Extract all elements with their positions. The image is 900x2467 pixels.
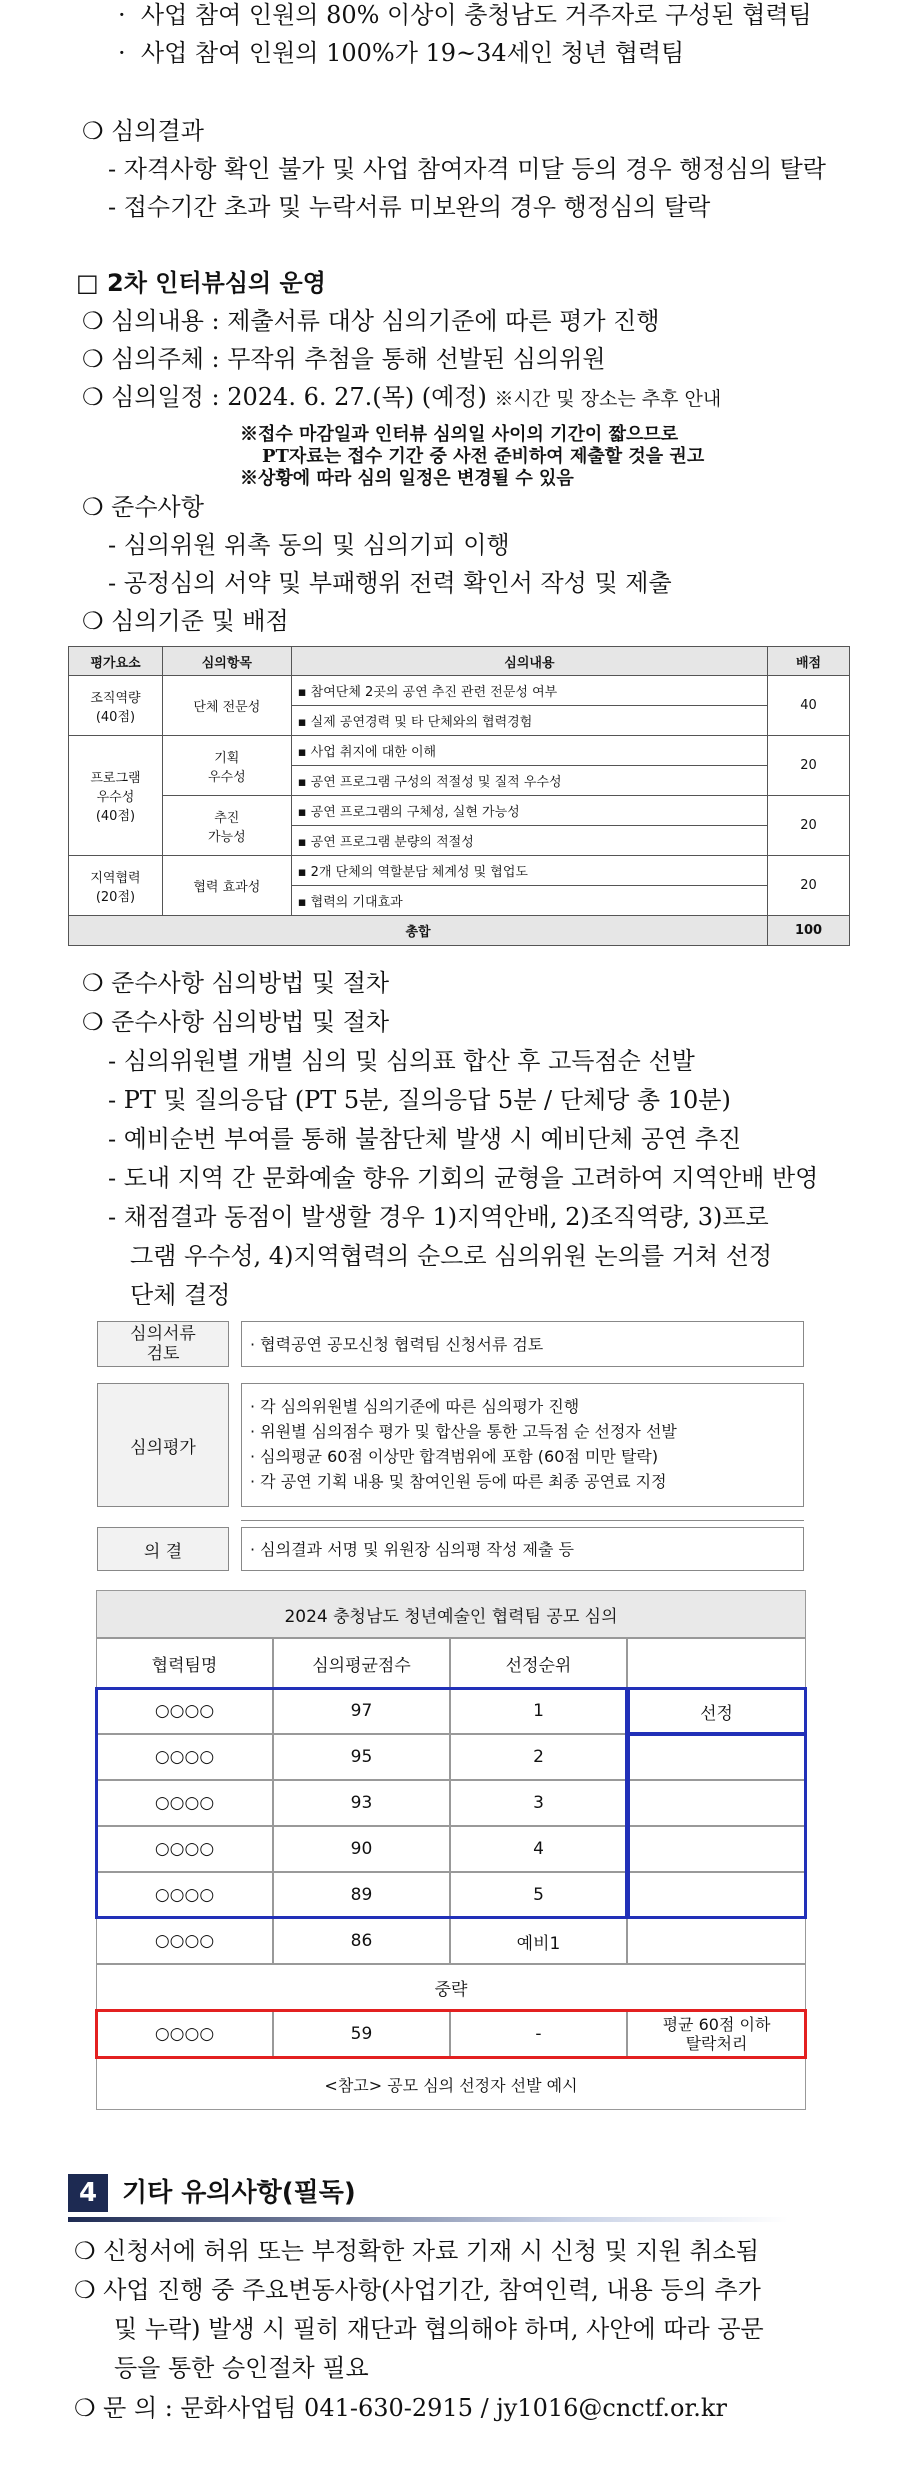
circle-marker: ❍ [82, 493, 104, 521]
subject-text: 심의주체 : 무작위 추첨을 통해 선발된 심의위원 [111, 345, 606, 373]
step-desc: · 각 심의위원별 심의기준에 따른 심의평가 진행 [250, 1397, 580, 1416]
result-team: ○○○○ [96, 1872, 273, 1918]
circle-marker: ❍ [82, 307, 104, 335]
fail-rank: - [450, 2010, 627, 2058]
interview-schedule [82, 382, 721, 414]
circle-marker: ❍ [74, 2276, 96, 2304]
qualification-bullet-2 [118, 38, 684, 68]
circle-marker: ❍ [82, 607, 104, 635]
total-score: 100 [768, 916, 850, 946]
result-rank: 4 [450, 1826, 627, 1872]
method-item-4: - 도내 지역 간 문화예술 향유 기회의 균형을 고려하여 지역안배 반영 [108, 1164, 819, 1192]
result-rank: 3 [450, 1780, 627, 1826]
criteria-row [69, 676, 850, 706]
header-item: 심의항목 [162, 647, 291, 676]
method-item-2: - PT 및 질의응답 (PT 5분, 질의응답 5분 / 단체당 총 10분) [108, 1086, 731, 1114]
step-label: 검토 [146, 1344, 180, 1364]
item-plan: 기획 우수성 [162, 736, 291, 796]
criteria-row [69, 796, 850, 826]
results-omitted: 중략 [96, 1964, 806, 2010]
notice-item-2 [74, 2275, 761, 2305]
notice-text: 신청서에 허위 또는 부정확한 자료 기재 시 신청 및 지원 취소됨 [103, 2237, 760, 2265]
element-regional: 지역협력 (20점) [69, 856, 163, 916]
review-result-item-2: - 접수기간 초과 및 누락서류 미보완의 경우 행정심의 탈락 [108, 193, 711, 221]
content-regional-1: ▪ 2개 단체의 역할분담 체계성 및 협업도 [291, 856, 767, 886]
result-team: ○○○○ [96, 1780, 273, 1826]
criteria-text: 심의기준 및 배점 [111, 607, 289, 635]
step-label: 심의서류 [130, 1324, 196, 1344]
bullet-dot: · [118, 1, 126, 29]
section-title: 기타 유의사항(필독) [122, 2178, 356, 2208]
content-plan-2: ▪ 공연 프로그램 구성의 적절성 및 질적 우수성 [291, 766, 767, 796]
method-item-5: - 채점결과 동점이 발생할 경우 1)지역안배, 2)조직역량, 3)프로 [108, 1203, 769, 1231]
score-org: 40 [768, 676, 850, 736]
result-rank: 예비1 [450, 1918, 627, 1964]
method-item-3: - 예비순번 부여를 통해 불참단체 발생 시 예비단체 공연 추진 [108, 1125, 742, 1153]
step-desc: · 협력공연 공모신청 협력팀 신청서류 검토 [250, 1334, 544, 1354]
compliance-text: 준수사항 [111, 493, 204, 521]
interview-note-2: PT자료는 접수 기간 중 사전 준비하여 제출할 것을 권고 [262, 446, 705, 467]
compliance-heading [82, 492, 204, 522]
circle-marker: ❍ [74, 2394, 96, 2422]
compliance-item-1: - 심의위원 위촉 동의 및 심의기피 이행 [108, 531, 510, 559]
method-text: 준수사항 심의방법 및 절차 [111, 1008, 390, 1036]
process-step-document-review [97, 1321, 229, 1367]
interview-section-title: □ 2차 인터뷰심의 운영 [76, 269, 326, 297]
element-program: 프로그램 우수성 (40점) [69, 736, 163, 856]
results-header-rank: 선정순위 [450, 1638, 627, 1688]
compliance-item-2: - 공정심의 서약 및 부패행위 전력 확인서 작성 및 제출 [108, 569, 672, 597]
result-score: 86 [273, 1918, 450, 1964]
criteria-header-row [69, 647, 850, 676]
result-score: 90 [273, 1826, 450, 1872]
content-org-2: ▪ 실제 공연경력 및 타 단체와의 협력경험 [291, 706, 767, 736]
bullet-text: 사업 참여 인원의 100%가 19~34세인 청년 협력팀 [140, 39, 685, 67]
score-regional: 20 [768, 856, 850, 916]
process-step-evaluation-desc [241, 1383, 804, 1507]
bullet-dot: · [118, 39, 126, 67]
item-regional: 협력 효과성 [162, 856, 291, 916]
results-header-team: 협력팀명 [96, 1638, 273, 1688]
method-item-1: - 심의위원별 개별 심의 및 심의표 합산 후 고득점순 선발 [108, 1047, 695, 1075]
result-note: 선정 [627, 1688, 806, 1734]
criteria-row [69, 736, 850, 766]
schedule-note: ※시간 및 장소는 추후 안내 [494, 388, 722, 410]
section-underline [68, 2217, 788, 2222]
notice-item-2-cont: 및 누락) 발생 시 필히 재단과 협의해야 하며, 사안에 따라 공문 [114, 2315, 764, 2343]
result-rank: 5 [450, 1872, 627, 1918]
notice-item-2-cont: 등을 통한 승인절차 필요 [114, 2354, 369, 2382]
result-rank: 2 [450, 1734, 627, 1780]
circle-marker: ❍ [82, 117, 104, 145]
bullet-text: 사업 참여 인원의 80% 이상이 충청남도 거주자로 구성된 협력팀 [140, 1, 812, 29]
result-team: ○○○○ [96, 1734, 273, 1780]
method-item-7: 단체 결정 [130, 1281, 231, 1309]
result-team: ○○○○ [96, 1688, 273, 1734]
step-label: 심의평가 [130, 1437, 196, 1458]
circle-marker: ❍ [82, 345, 104, 373]
interview-note-1: ※접수 마감일과 인터뷰 심의일 사이의 기간이 짧으므로 [240, 424, 679, 445]
fail-team: ○○○○ [96, 2010, 273, 2058]
process-step-resolution-desc [241, 1527, 804, 1571]
content-text: 심의내용 : 제출서류 대상 심의기준에 따른 평가 진행 [111, 307, 660, 335]
step-desc: · 각 공연 기획 내용 및 참여인원 등에 따른 최종 공연료 지정 [250, 1472, 667, 1491]
item-exec: 추진 가능성 [162, 796, 291, 856]
step-label: 의 결 [143, 1541, 183, 1562]
result-note [627, 1918, 806, 1964]
step-desc: · 위원별 심의점수 평가 및 합산을 통한 고득점 순 선정자 선발 [250, 1422, 677, 1441]
content-org-1: ▪ 참여단체 2곳의 공연 추진 관련 전문성 여부 [291, 676, 767, 706]
result-score: 95 [273, 1734, 450, 1780]
fail-score: 59 [273, 2010, 450, 2058]
results-header-note [627, 1638, 806, 1688]
process-step-evaluation [97, 1383, 229, 1507]
method-heading-1 [82, 968, 389, 998]
total-label: 총합 [69, 916, 768, 946]
heading-text: 심의결과 [111, 117, 204, 145]
results-caption: <참고> 공모 심의 선정자 선발 예시 [96, 2058, 806, 2110]
process-step-document-review-desc [241, 1321, 804, 1367]
result-rank: 1 [450, 1688, 627, 1734]
results-title: 2024 충청남도 청년예술인 협력팀 공모 심의 [96, 1590, 806, 1638]
contact-line [74, 2393, 727, 2423]
content-exec-2: ▪ 공연 프로그램 분량의 적절성 [291, 826, 767, 856]
element-org: 조직역량 (40점) [69, 676, 163, 736]
content-exec-1: ▪ 공연 프로그램의 구체성, 실현 가능성 [291, 796, 767, 826]
content-plan-1: ▪ 사업 취지에 대한 이해 [291, 736, 767, 766]
results-table [96, 1590, 806, 2114]
header-score: 배점 [768, 647, 850, 676]
score-plan: 20 [768, 736, 850, 796]
fail-note-line: 평균 60점 이하 [662, 2015, 771, 2034]
notice-item-1 [74, 2236, 759, 2266]
circle-marker: ❍ [82, 969, 104, 997]
result-team: ○○○○ [96, 1826, 273, 1872]
process-divider [241, 1520, 804, 1521]
score-exec: 20 [768, 796, 850, 856]
interview-subject [82, 344, 606, 374]
selected-note-highlight [627, 1687, 807, 1735]
rank-note-highlight [627, 1733, 807, 1919]
criteria-table [68, 646, 850, 946]
selected-rows-highlight [95, 1687, 628, 1919]
criteria-heading [82, 606, 289, 636]
review-result-item-1: - 자격사항 확인 불가 및 사업 참여자격 미달 등의 경우 행정심의 탈락 [108, 155, 826, 183]
item-org: 단체 전문성 [162, 676, 291, 736]
circle-marker: ❍ [74, 2237, 96, 2265]
header-element: 평가요소 [69, 647, 163, 676]
method-heading-2 [82, 1007, 389, 1037]
header-content: 심의내용 [291, 647, 767, 676]
results-header-score: 심의평균점수 [273, 1638, 450, 1688]
circle-marker: ❍ [82, 1008, 104, 1036]
interview-note-3: ※상황에 따라 심의 일정은 변경될 수 있음 [240, 468, 574, 489]
contact-text: 문 의 : 문화사업팀 041-630-2915 / jy1016@cnctf.or.kr [103, 2394, 727, 2422]
qualification-bullet-1 [118, 0, 812, 30]
failed-row-highlight [95, 2009, 807, 2059]
criteria-row [69, 856, 850, 886]
criteria-total-row [69, 916, 850, 946]
content-regional-2: ▪ 협력의 기대효과 [291, 886, 767, 916]
schedule-text: 심의일정 : 2024. 6. 27.(목) (예정) [111, 383, 495, 411]
interview-content [82, 306, 660, 336]
circle-marker: ❍ [82, 383, 104, 411]
method-item-6: 그램 우수성, 4)지역협력의 순으로 심의위원 논의를 거쳐 선정 [130, 1242, 773, 1270]
section-number: 4 [68, 2174, 108, 2212]
result-team: ○○○○ [96, 1918, 273, 1964]
result-score: 97 [273, 1688, 450, 1734]
review-result-heading [82, 116, 204, 146]
fail-note-line: 탈락처리 [685, 2034, 748, 2053]
method-text: 준수사항 심의방법 및 절차 [111, 969, 390, 997]
step-desc: · 심의평균 60점 이상만 합격범위에 포함 (60점 미만 탈락) [250, 1447, 659, 1466]
result-score: 89 [273, 1872, 450, 1918]
step-desc: · 심의결과 서명 및 위원장 심의평 작성 제출 등 [250, 1539, 574, 1559]
notice-text: 사업 진행 중 주요변동사항(사업기간, 참여인력, 내용 등의 추가 [103, 2276, 761, 2304]
result-score: 93 [273, 1780, 450, 1826]
process-step-resolution [97, 1527, 229, 1571]
